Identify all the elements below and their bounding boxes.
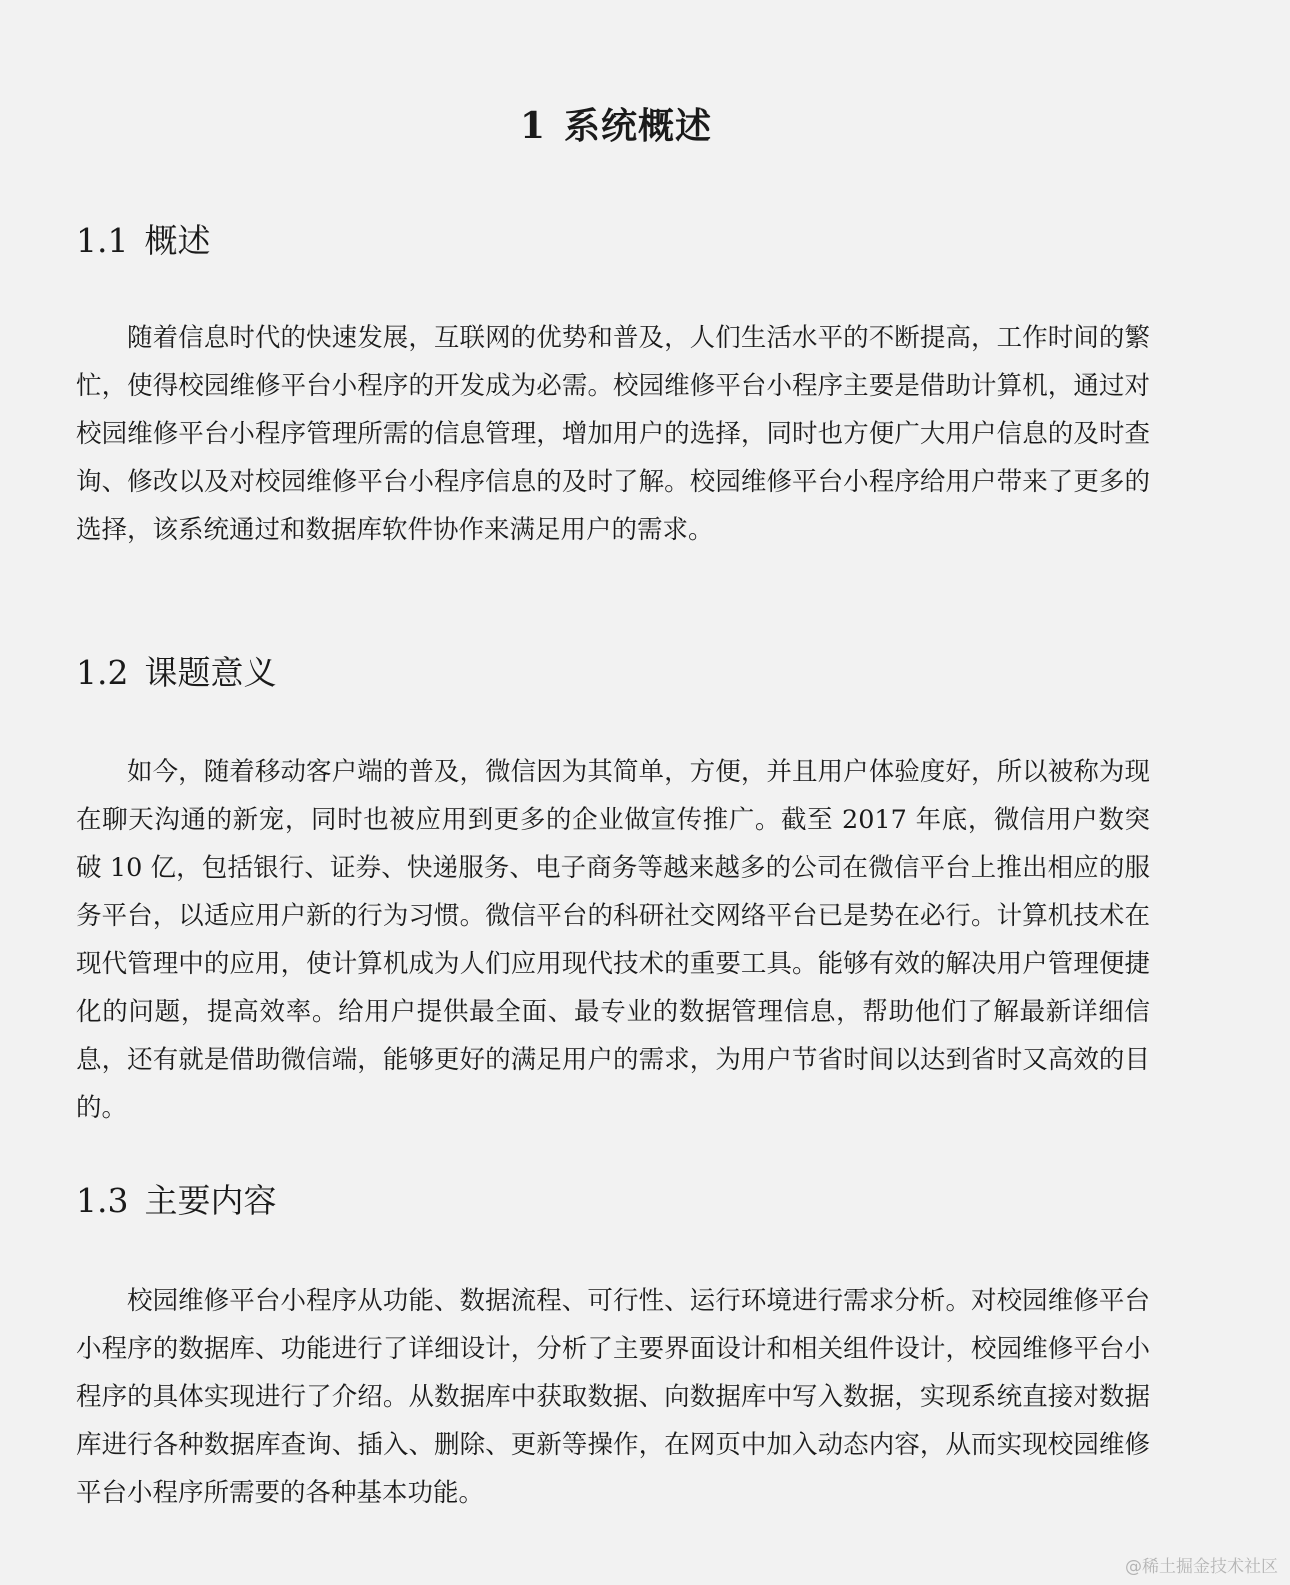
section-title: 课题意义	[144, 653, 277, 692]
section-heading-1-3	[76, 1175, 276, 1222]
watermark: @稀土掘金技术社区	[1125, 1557, 1278, 1577]
chapter-number: 1	[519, 105, 547, 147]
section-heading-1-2	[76, 647, 276, 694]
section-paragraph-1-3: 校园维修平台小程序从功能、数据流程、可行性、运行环境进行需求分析。对校园维修平台小程序的数据库、功能进行了详细设计，分析了主要界面设计和相关组件设计，校园维修平台小程序的具体实现进行了介绍。从数据库中获取数据、向数据库中写入数据，实现系统直接对数据库进行各种数据库查询、插入、删除、更新等操作，在网页中加入动态内容，从而实现校园维修平台小程序所需要的各种基本功能。	[76, 1286, 1150, 1508]
section-title: 概述	[144, 221, 211, 260]
chapter-title	[0, 98, 1232, 149]
section-paragraph-1-1: 随着信息时代的快速发展，互联网的优势和普及，人们生活水平的不断提高，工作时间的繁忙，使得校园维修平台小程序的开发成为必需。校园维修平台小程序主要是借助计算机，通过对校园维修平台小程序管理所需的信息管理，增加用户的选择，同时也方便广大用户信息的及时查询、修改以及对校园维修平台小程序信息的及时了解。校园维修平台小程序给用户带来了更多的选择，该系统通过和数据库软件协作来满足用户的需求。	[76, 323, 1150, 545]
section-number: 1.1	[76, 221, 129, 260]
chapter-title-text: 系统概述	[564, 105, 713, 147]
section-title: 主要内容	[144, 1181, 277, 1220]
section-number: 1.3	[76, 1181, 129, 1220]
section-paragraph-1-2: 如今，随着移动客户端的普及，微信因为其简单，方便，并且用户体验度好，所以被称为现在聊天沟通的新宠，同时也被应用到更多的企业做宣传推广。截至 2017 年底，微信用户数突破 10 亿，包括银行、证券、快递服务、电子商务等越来越多的公司在微信平台上推出相应的服务平台，以适应用户新的行为习惯。微信平台的科研社交网络平台已是势在必行。计算机技术在现代管理中的应用，使计算机成为人们应用现代技术的重要工具。能够有效的解决用户管理便捷化的问题，提高效率。给用户提供最全面、最专业的数据管理信息，帮助他们了解最新详细信息，还有就是借助微信端，能够更好的满足用户的需求，为用户节省时间以达到省时又高效的目的。	[76, 757, 1150, 1123]
section-heading-1-1	[76, 215, 210, 262]
section-number: 1.2	[76, 653, 129, 692]
